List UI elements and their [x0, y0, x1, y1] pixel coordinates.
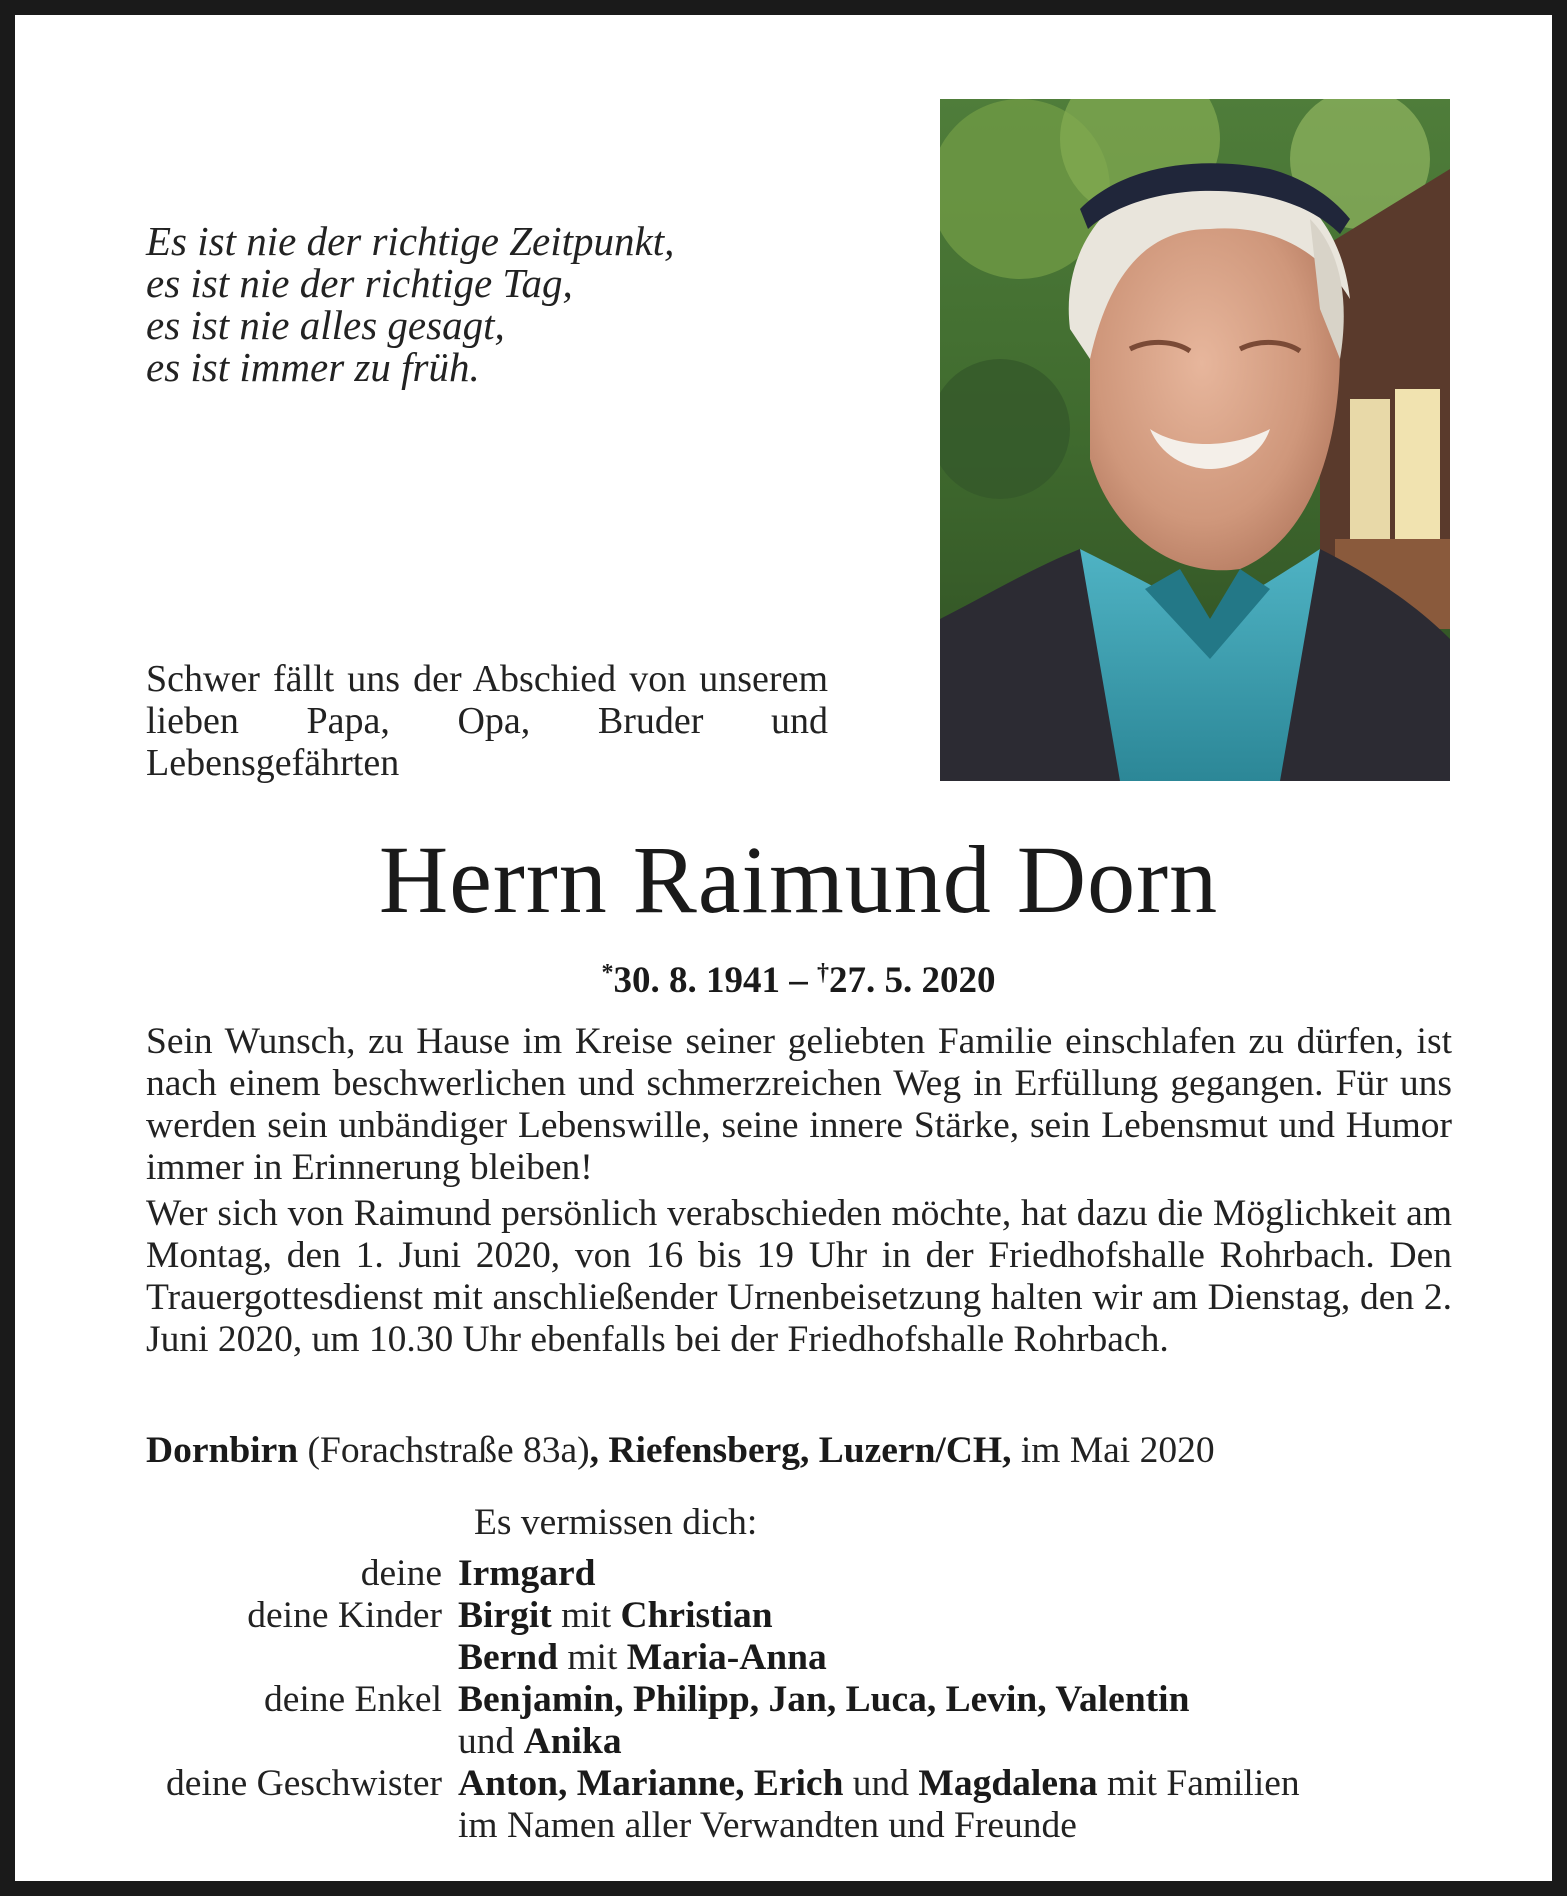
family-row	[115, 1763, 1465, 1805]
family-suffix: mit Familien	[1097, 1763, 1300, 1804]
place-address: (Forachstraße 83a)	[298, 1430, 590, 1471]
birth-date: 30. 8. 1941	[613, 960, 780, 1001]
poem-line: es ist nie alles gesagt,	[146, 302, 505, 348]
place-and-date	[146, 1429, 1466, 1473]
family-relation: deine Kinder	[247, 1595, 442, 1636]
family-row	[115, 1595, 1465, 1637]
poem-line: es ist nie der richtige Tag,	[146, 260, 573, 306]
closing-line: im Namen aller Verwandten und Freunde	[458, 1805, 1077, 1846]
poem	[146, 220, 846, 388]
family-name: Maria-Anna	[626, 1637, 827, 1678]
family-relation: deine Enkel	[263, 1679, 442, 1720]
date-dash: –	[780, 960, 817, 1001]
life-dates	[15, 951, 1567, 1003]
family-name: Irmgard	[458, 1553, 596, 1594]
family-name: Bernd	[458, 1637, 559, 1678]
family-row	[115, 1721, 1465, 1763]
intro-text: Schwer fällt uns der Abschied von unserem lieben Papa, Opa, Bruder und Lebensgefährten	[146, 658, 828, 784]
birth-symbol: *	[601, 960, 614, 986]
family-name: Benjamin, Philipp, Jan, Luca, Levin, Valentin	[458, 1679, 1190, 1720]
family-connector: und	[458, 1721, 524, 1762]
family-connector: mit	[558, 1637, 627, 1678]
family-connector: mit	[551, 1595, 621, 1636]
portrait-photo	[940, 99, 1450, 781]
family-name: Magdalena	[918, 1763, 1098, 1804]
family-relation: deine	[360, 1553, 442, 1594]
family-name: Christian	[620, 1595, 773, 1636]
family-name: Anton, Marianne, Erich	[458, 1763, 844, 1804]
family-row	[115, 1637, 1465, 1679]
family-row	[115, 1553, 1465, 1595]
family-list	[115, 1553, 1465, 1847]
paragraph-wish: Sein Wunsch, zu Hause im Kreise seiner geliebten Familie einschlafen zu dürfen, ist nach einem beschwerlichen und schmerzreichen Weg in Erfüllung gegangen. Für uns werden sein unbändiger Lebenswille, seine innere Stärke, sein Lebensmut und Humor immer in Erinnerung bleiben!	[146, 1021, 1452, 1188]
place-city: Dornbirn	[146, 1430, 299, 1471]
place-others: , Riefensberg, Luzern/CH,	[589, 1430, 1012, 1471]
poem-line: Es ist nie der richtige Zeitpunkt,	[146, 218, 675, 264]
place-date: im Mai 2020	[1011, 1430, 1215, 1471]
family-relation: deine Geschwister	[166, 1763, 442, 1804]
portrait-image	[940, 99, 1450, 781]
family-name: Birgit	[458, 1595, 552, 1636]
paragraph-funeral-info: Wer sich von Raimund persönlich verabschieden möchte, hat dazu die Möglichkeit am Montag, den 1. Juni 2020, von 16 bis 19 Uhr in der Friedhofshalle Rohrbach. Den Trauergottesdienst mit anschließender Urnenbeisetzung halten wir am Dienstag, den 2. Juni 2020, um 10.30 Uhr ebenfalls bei der Friedhofshalle Rohrbach.	[146, 1193, 1452, 1360]
family-name: Anika	[523, 1721, 622, 1762]
death-symbol: †	[817, 960, 829, 986]
death-date: 27. 5. 2020	[829, 960, 996, 1001]
poem-line: es ist immer zu früh.	[146, 344, 480, 390]
family-row	[115, 1805, 1465, 1847]
family-connector: und	[843, 1763, 919, 1804]
mourners-heading: Es vermissen dich:	[474, 1502, 758, 1543]
family-row	[115, 1679, 1465, 1721]
deceased-name: Herrn Raimund Dorn	[378, 826, 1219, 933]
